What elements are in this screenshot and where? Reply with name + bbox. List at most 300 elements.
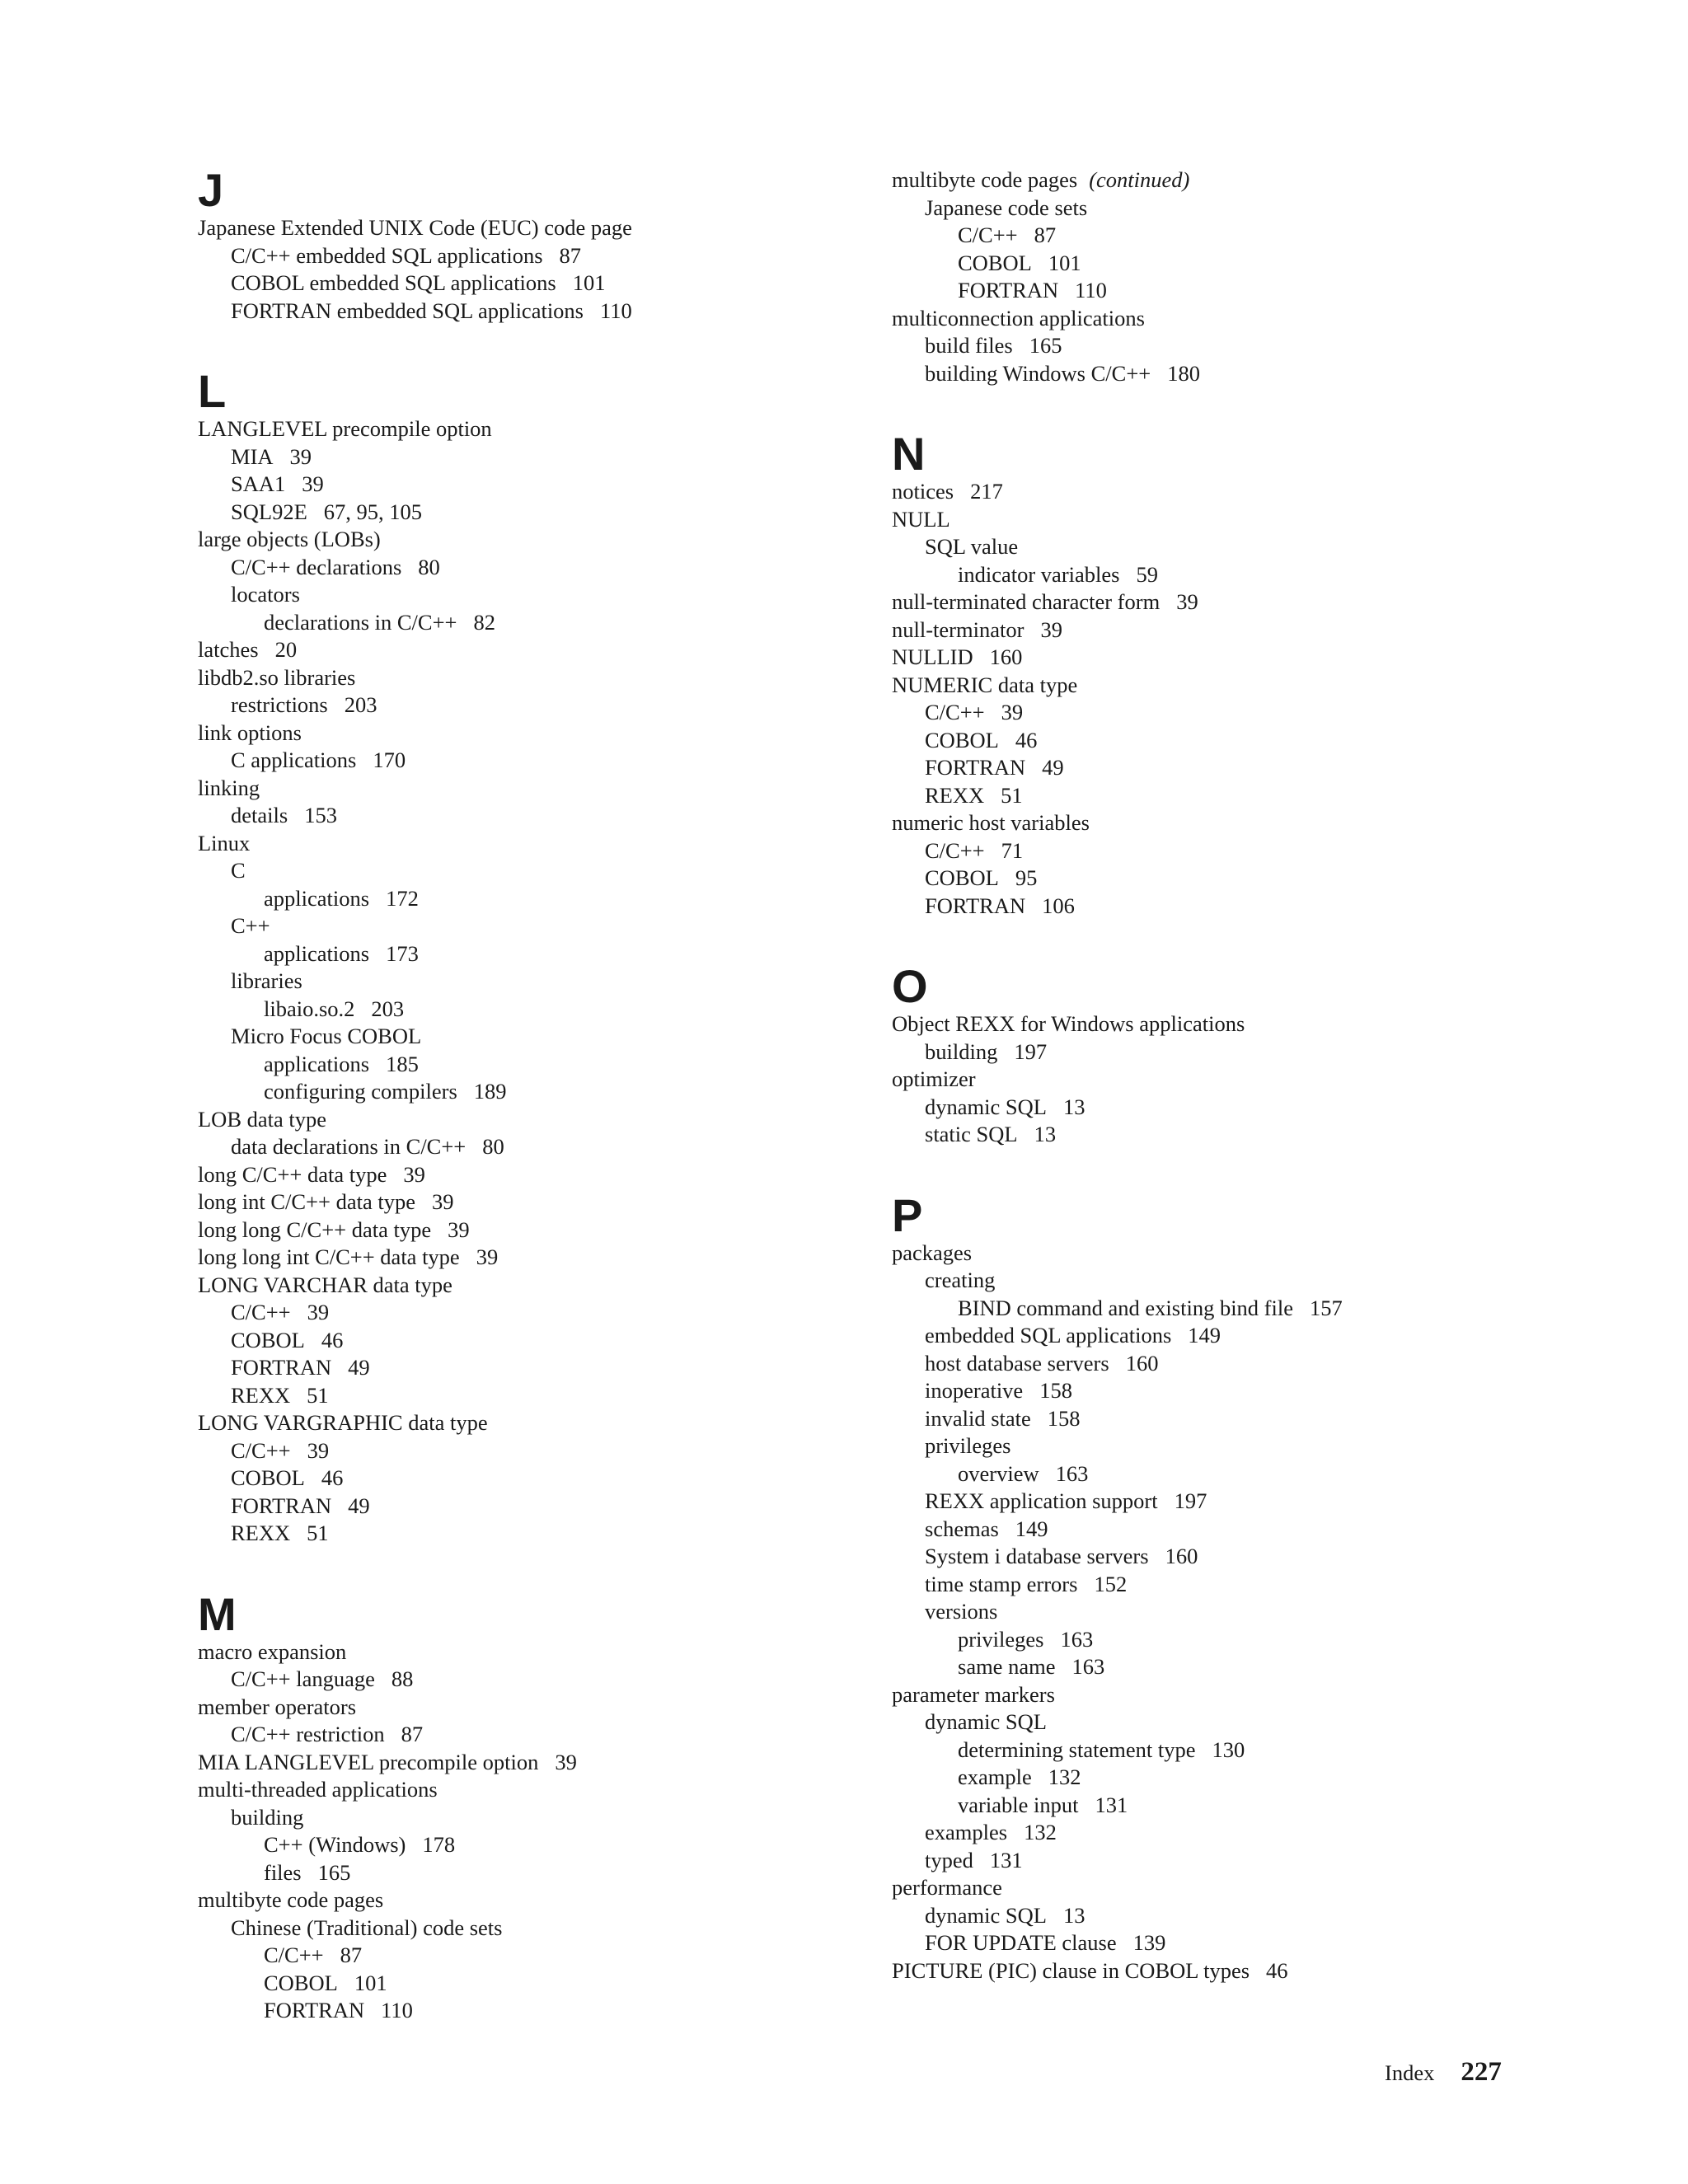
entry-page-ref[interactable]: 197: [1174, 1488, 1207, 1513]
index-entry: [198, 298, 857, 326]
index-entry: [892, 699, 1568, 727]
entry-term: schemas: [925, 1516, 999, 1541]
entry-term: NUMERIC data type: [892, 672, 1078, 697]
index-entry: [892, 1736, 1568, 1765]
index-entry: [892, 1957, 1568, 1985]
entry-page-ref[interactable]: 165: [317, 1859, 351, 1885]
entry-term: embedded SQL applications: [925, 1323, 1172, 1347]
entry-term: C++: [231, 913, 270, 938]
entry-term: null-terminated character form: [892, 589, 1160, 614]
entry-term: privileges: [925, 1433, 1011, 1458]
entry-term: dynamic SQL: [925, 1709, 1047, 1734]
entry-term: COBOL: [925, 865, 999, 890]
entry-term: COBOL embedded SQL applications: [231, 270, 556, 295]
index-entry: [198, 609, 857, 637]
entry-page-ref[interactable]: 46: [321, 1327, 344, 1352]
entry-page-ref[interactable]: 163: [1071, 1654, 1105, 1679]
index-entry: [198, 526, 857, 554]
entry-page-ref[interactable]: 131: [989, 1847, 1023, 1872]
entry-term: C/C++ declarations: [231, 554, 402, 579]
entry-page-ref[interactable]: 139: [1132, 1930, 1166, 1955]
index-entry: [892, 1094, 1568, 1122]
index-section-n: [892, 430, 1568, 920]
index-entry: [198, 1133, 857, 1161]
entry-term: FORTRAN: [925, 893, 1026, 918]
index-entry: [892, 1038, 1568, 1066]
entry-term: link options: [198, 719, 302, 745]
entry-page-ref[interactable]: 82: [473, 609, 495, 635]
index-entry: [892, 561, 1568, 589]
entry-page-ref[interactable]: 46: [1266, 1957, 1288, 1983]
index-entry: [198, 1520, 857, 1548]
entry-term: performance: [892, 1875, 1002, 1900]
index-entry: [198, 1859, 857, 1887]
entry-term: LOB data type: [198, 1106, 327, 1132]
index-entry: [892, 305, 1568, 333]
entry-term: NULL: [892, 506, 950, 532]
continued-note: (continued): [1089, 167, 1190, 192]
index-section-j: [198, 166, 857, 325]
entry-term: libdb2.so libraries: [198, 664, 356, 690]
section-letter-heading: J: [198, 164, 224, 216]
index-entry: [198, 1997, 857, 2025]
entry-page-ref[interactable]: 87: [1034, 223, 1057, 247]
entry-page-ref[interactable]: 197: [1014, 1038, 1048, 1064]
entry-page-ref[interactable]: 87: [340, 1943, 363, 1967]
index-entry: [892, 478, 1568, 506]
index-entry: [198, 802, 857, 830]
entry-term: Object REXX for Windows applications: [892, 1011, 1245, 1036]
entry-page-ref[interactable]: 158: [1047, 1405, 1081, 1431]
entry-page-ref[interactable]: 39: [302, 471, 324, 496]
index-entry: [892, 1653, 1568, 1681]
index-entry: [198, 1942, 857, 1970]
entry-term: LONG VARGRAPHIC data type: [198, 1410, 488, 1435]
entry-term: configuring compilers: [264, 1079, 457, 1104]
entry-term: examples: [925, 1820, 1008, 1844]
entry-term: null-terminator: [892, 616, 1025, 642]
entry-page-ref[interactable]: 157: [1310, 1295, 1343, 1320]
index-entry: [892, 1350, 1568, 1378]
index-entry: [198, 1831, 857, 1859]
entry-term: REXX: [925, 782, 985, 808]
entry-term: FORTRAN: [958, 278, 1059, 302]
index-entry: [198, 747, 857, 775]
entry-term: C/C++: [231, 1300, 291, 1324]
entry-term: Japanese Extended UNIX Code (EUC) code page: [198, 215, 632, 240]
index-entry: [198, 885, 857, 913]
page-footer: [1385, 2057, 1502, 2088]
entry-term: FORTRAN: [231, 1493, 332, 1518]
index-entry: [198, 242, 857, 270]
section-letter-heading: P: [892, 1188, 923, 1241]
entry-term: BIND command and existing bind file: [958, 1295, 1293, 1320]
entry-page-ref[interactable]: 39: [403, 1161, 425, 1187]
entry-term: optimizer: [892, 1066, 976, 1091]
entry-page-ref[interactable]: 20: [274, 637, 298, 662]
entry-page-ref[interactable]: 39: [431, 1189, 454, 1214]
index-entry: [892, 222, 1568, 250]
entry-term: COBOL: [231, 1465, 305, 1490]
entry-term: large objects (LOBs): [198, 527, 381, 551]
entry-term: applications: [264, 885, 370, 911]
entry-page-ref[interactable]: 39: [1176, 589, 1198, 614]
entry-page-ref[interactable]: 67, 95, 105: [323, 499, 422, 524]
index-entry: [198, 1188, 857, 1216]
index-entry: [198, 996, 857, 1024]
entry-term: versions: [925, 1599, 998, 1624]
entry-term: C/C++: [264, 1943, 324, 1967]
index-entry: [198, 1886, 857, 1915]
index-entry: [892, 1681, 1568, 1709]
entry-term: variable input: [958, 1792, 1079, 1817]
entry-term: linking: [198, 775, 260, 800]
entry-page-ref[interactable]: 160: [1165, 1544, 1198, 1568]
index-entry: [198, 214, 857, 242]
index-entry: [892, 1819, 1568, 1847]
entry-term: dynamic SQL: [925, 1902, 1047, 1928]
entry-page-ref[interactable]: 189: [473, 1079, 507, 1104]
index-entry: [892, 1929, 1568, 1957]
entry-page-ref[interactable]: 39: [476, 1244, 499, 1269]
index-entry: [892, 1626, 1568, 1654]
index-section-continued: [892, 166, 1568, 387]
entry-term: dynamic SQL: [925, 1094, 1047, 1119]
index-entry: [198, 1776, 857, 1804]
entry-page-ref[interactable]: 160: [989, 644, 1023, 669]
entry-term: C applications: [231, 748, 357, 772]
index-entry: [198, 1915, 857, 1943]
index-entry: [198, 830, 857, 858]
index-entry: [892, 865, 1568, 893]
entry-term: LONG VARCHAR data type: [198, 1272, 452, 1297]
entry-page-ref[interactable]: 49: [348, 1493, 370, 1518]
index-entry: [198, 1493, 857, 1521]
index-column-left: [198, 166, 857, 2025]
entry-term: long int C/C++ data type: [198, 1189, 415, 1214]
entry-page-ref[interactable]: 217: [970, 479, 1003, 504]
entry-page-ref[interactable]: 185: [386, 1051, 419, 1076]
entry-page-ref[interactable]: 39: [1040, 616, 1062, 642]
entry-page-ref[interactable]: 165: [1029, 333, 1062, 358]
index-entry: [198, 1409, 857, 1437]
index-entry: [892, 588, 1568, 616]
entry-term: REXX: [231, 1521, 291, 1545]
entry-term: C/C++ language: [231, 1666, 375, 1691]
entry-term: building: [231, 1804, 304, 1830]
entry-term: COBOL: [231, 1327, 305, 1352]
entry-page-ref[interactable]: 110: [381, 1998, 413, 2022]
index-entry: [892, 1295, 1568, 1323]
entry-term: privileges: [958, 1626, 1044, 1652]
entry-term: Linux: [198, 830, 251, 855]
entry-page-ref[interactable]: 95: [1015, 865, 1038, 890]
index-entry: [892, 1405, 1568, 1433]
index-entry: [892, 1902, 1568, 1930]
entry-term: example: [958, 1765, 1032, 1789]
entry-page-ref[interactable]: 163: [1055, 1460, 1089, 1486]
entry-term: COBOL: [925, 727, 999, 752]
entry-page-ref[interactable]: 106: [1042, 893, 1075, 918]
entry-term: C/C++ restriction: [231, 1722, 385, 1746]
index-entry: [892, 1010, 1568, 1038]
entry-term: member operators: [198, 1694, 357, 1719]
index-entry: [198, 912, 857, 940]
entry-page-ref[interactable]: 88: [391, 1666, 414, 1691]
index-entry: [892, 1874, 1568, 1902]
index-entry: [198, 1970, 857, 1998]
entry-term: SAA1: [231, 471, 286, 496]
entry-page-ref[interactable]: 153: [304, 803, 337, 827]
index-entry: [892, 1598, 1568, 1626]
entry-page-ref[interactable]: 131: [1095, 1792, 1128, 1817]
entry-term: multibyte code pages: [198, 1887, 384, 1912]
index-entry: [198, 1161, 857, 1189]
entry-page-ref[interactable]: 59: [1136, 561, 1158, 587]
entry-term: C/C++: [958, 223, 1018, 247]
index-entry: [198, 443, 857, 471]
entry-page-ref[interactable]: 149: [1015, 1516, 1048, 1541]
index-entry: [892, 1267, 1568, 1295]
entry-term: PICTURE (PIC) clause in COBOL types: [892, 1957, 1250, 1983]
entry-term: multiconnection applications: [892, 305, 1145, 330]
entry-term: data declarations in C/C++: [231, 1134, 467, 1159]
entry-term: multibyte code pages: [892, 167, 1078, 192]
index-entry: [198, 269, 857, 298]
entry-page-ref[interactable]: 203: [344, 692, 377, 717]
entry-term: macro expansion: [198, 1638, 347, 1664]
index-entry: [892, 672, 1568, 700]
index-section-o: [892, 960, 1568, 1149]
entry-page-ref[interactable]: 80: [418, 554, 440, 579]
index-section-m: [198, 1587, 857, 2025]
entry-page-ref[interactable]: 152: [1094, 1571, 1128, 1596]
index-entry: [198, 1382, 857, 1410]
entry-page-ref[interactable]: 101: [1048, 250, 1081, 275]
entry-page-ref[interactable]: 39: [1001, 700, 1024, 724]
index-entry: [892, 194, 1568, 223]
entry-term: indicator variables: [958, 561, 1120, 587]
index-entry: [892, 893, 1568, 921]
entry-term: libraries: [231, 968, 302, 993]
index-entry: [198, 415, 857, 443]
entry-page-ref[interactable]: 51: [1001, 782, 1023, 808]
index-entry: [198, 1327, 857, 1355]
entry-term: time stamp errors: [925, 1571, 1078, 1596]
entry-term: Micro Focus COBOL: [231, 1024, 422, 1048]
entry-term: Chinese (Traditional) code sets: [231, 1915, 503, 1940]
entry-term: details: [231, 803, 288, 827]
entry-page-ref[interactable]: 101: [572, 270, 606, 295]
entry-term: FOR UPDATE clause: [925, 1930, 1117, 1955]
index-entry: [198, 775, 857, 803]
index-entry: [198, 940, 857, 968]
index-entry: [892, 1792, 1568, 1820]
entry-term: restrictions: [231, 692, 328, 717]
entry-term: multi-threaded applications: [198, 1777, 438, 1802]
index-entry: [198, 719, 857, 748]
entry-term: REXX application support: [925, 1488, 1158, 1513]
index-entry: [198, 1721, 857, 1749]
index-entry: [198, 1354, 857, 1382]
entry-term: long long C/C++ data type: [198, 1216, 432, 1242]
index-entry: [892, 360, 1568, 388]
entry-page-ref[interactable]: 51: [307, 1382, 329, 1408]
entry-term: libaio.so.2: [264, 996, 355, 1021]
entry-page-ref[interactable]: 49: [348, 1355, 370, 1380]
entry-page-ref[interactable]: 180: [1167, 360, 1200, 386]
page-number: 227: [1461, 2057, 1502, 2087]
index-entry: [892, 1460, 1568, 1488]
index-entry: [892, 1543, 1568, 1571]
entry-page-ref[interactable]: 39: [307, 1437, 330, 1463]
entry-term: building Windows C/C++: [925, 360, 1151, 386]
index-entry: [198, 1299, 857, 1327]
entry-term: inoperative: [925, 1378, 1024, 1403]
index-entry: [892, 837, 1568, 865]
entry-term: host database servers: [925, 1350, 1109, 1376]
entry-page-ref[interactable]: 13: [1062, 1902, 1085, 1928]
index-entry: [198, 581, 857, 609]
index-entry: [198, 857, 857, 885]
index-entry: [892, 782, 1568, 810]
index-entry: [892, 277, 1568, 305]
index-entry: [892, 1488, 1568, 1516]
entry-term: COBOL: [264, 1970, 338, 1995]
entry-page-ref[interactable]: 13: [1034, 1122, 1057, 1146]
entry-page-ref[interactable]: 46: [1015, 727, 1038, 752]
index-entry: [892, 754, 1568, 782]
entry-term: building: [925, 1038, 998, 1064]
entry-term: locators: [231, 582, 300, 607]
entry-term: REXX: [231, 1382, 291, 1408]
index-entry: [198, 664, 857, 692]
entry-term: build files: [925, 333, 1013, 358]
entry-page-ref[interactable]: 51: [307, 1521, 329, 1545]
entry-term: Japanese code sets: [925, 194, 1088, 220]
entry-page-ref[interactable]: 46: [321, 1465, 344, 1490]
index-entry: [892, 1240, 1568, 1268]
entry-term: SQL value: [925, 534, 1019, 559]
index-entry: [198, 968, 857, 996]
index-entry: [892, 616, 1568, 644]
entry-term: latches: [198, 637, 259, 662]
index-entry: [198, 1638, 857, 1666]
index-entry: [892, 1764, 1568, 1792]
entry-term: FORTRAN embedded SQL applications: [231, 298, 584, 323]
entry-page-ref[interactable]: 178: [422, 1832, 456, 1857]
index-section-p: [892, 1188, 1568, 1985]
index-entry: [892, 727, 1568, 755]
entry-page-ref[interactable]: 80: [482, 1134, 504, 1159]
index-column-right: [892, 166, 1568, 1985]
entry-page-ref[interactable]: 172: [386, 885, 419, 911]
index-entry: [892, 332, 1568, 360]
entry-page-ref[interactable]: 149: [1188, 1323, 1221, 1347]
section-letter-heading: M: [198, 1587, 237, 1640]
index-entry: [198, 1804, 857, 1832]
index-entry: [198, 1023, 857, 1051]
entry-term: typed: [925, 1847, 973, 1872]
entry-page-ref[interactable]: 49: [1042, 755, 1064, 780]
entry-term: same name: [958, 1654, 1056, 1679]
entry-page-ref[interactable]: 160: [1125, 1350, 1159, 1376]
index-entry: [198, 691, 857, 719]
index-entry: [892, 1571, 1568, 1599]
entry-term: C/C++ embedded SQL applications: [231, 242, 543, 268]
entry-page-ref[interactable]: 39: [307, 1300, 330, 1324]
index-entry: [892, 1708, 1568, 1736]
entry-page-ref[interactable]: 101: [354, 1970, 387, 1995]
entry-term: FORTRAN: [264, 1998, 365, 2022]
entry-term: MIA LANGLEVEL precompile option: [198, 1749, 539, 1774]
entry-page-ref[interactable]: 132: [1048, 1765, 1081, 1789]
index-entry: [892, 1121, 1568, 1149]
entry-term: MIA: [231, 443, 274, 469]
entry-page-ref[interactable]: 39: [555, 1749, 577, 1774]
entry-term: long long int C/C++ data type: [198, 1244, 460, 1269]
entry-page-ref[interactable]: 110: [1075, 278, 1107, 302]
entry-term: FORTRAN: [231, 1355, 332, 1380]
index-entry: [892, 1066, 1568, 1094]
index-entry: [198, 471, 857, 499]
index-entry: [198, 1465, 857, 1493]
entry-page-ref[interactable]: 158: [1039, 1378, 1072, 1403]
index-entry: [198, 1106, 857, 1134]
entry-term: C++ (Windows): [264, 1832, 406, 1857]
entry-term: FORTRAN: [925, 755, 1026, 780]
index-entry: [198, 1437, 857, 1465]
entry-term: applications: [264, 940, 370, 966]
index-entry: [198, 1051, 857, 1079]
entry-page-ref[interactable]: 163: [1060, 1626, 1094, 1652]
index-entry: [198, 1694, 857, 1722]
entry-page-ref[interactable]: 132: [1024, 1820, 1057, 1844]
index-entry: [892, 644, 1568, 672]
index-entry: [892, 1322, 1568, 1350]
entry-page-ref[interactable]: 39: [448, 1216, 470, 1242]
index-entry: [892, 533, 1568, 561]
entry-page-ref[interactable]: 87: [401, 1722, 424, 1746]
entry-page-ref[interactable]: 173: [386, 940, 419, 966]
entry-term: SQL92E: [231, 499, 307, 524]
index-entry: [198, 636, 857, 664]
index-entry: [198, 1272, 857, 1300]
entry-page-ref[interactable]: 71: [1001, 837, 1024, 863]
entry-term: C: [231, 858, 246, 883]
entry-term: long C/C++ data type: [198, 1161, 387, 1187]
index-entry: [892, 1847, 1568, 1875]
entry-page-ref[interactable]: 110: [600, 298, 632, 323]
entry-page-ref[interactable]: 130: [1212, 1736, 1245, 1762]
entry-page-ref[interactable]: 39: [289, 443, 312, 469]
entry-page-ref[interactable]: 170: [373, 748, 406, 772]
entry-term: LANGLEVEL precompile option: [198, 416, 492, 441]
entry-term: static SQL: [925, 1122, 1018, 1146]
index-section-l: [198, 365, 857, 1548]
entry-term: overview: [958, 1460, 1039, 1486]
entry-page-ref[interactable]: 203: [371, 996, 405, 1021]
index-entry: [892, 1377, 1568, 1405]
entry-page-ref[interactable]: 87: [559, 242, 582, 268]
section-letter-heading: L: [198, 365, 227, 417]
entry-page-ref[interactable]: 13: [1062, 1094, 1085, 1119]
entry-term: C/C++: [925, 700, 985, 724]
index-entry: [198, 499, 857, 527]
entry-term: numeric host variables: [892, 810, 1090, 835]
index-entry: [892, 1516, 1568, 1544]
section-letter-heading: N: [892, 428, 926, 480]
